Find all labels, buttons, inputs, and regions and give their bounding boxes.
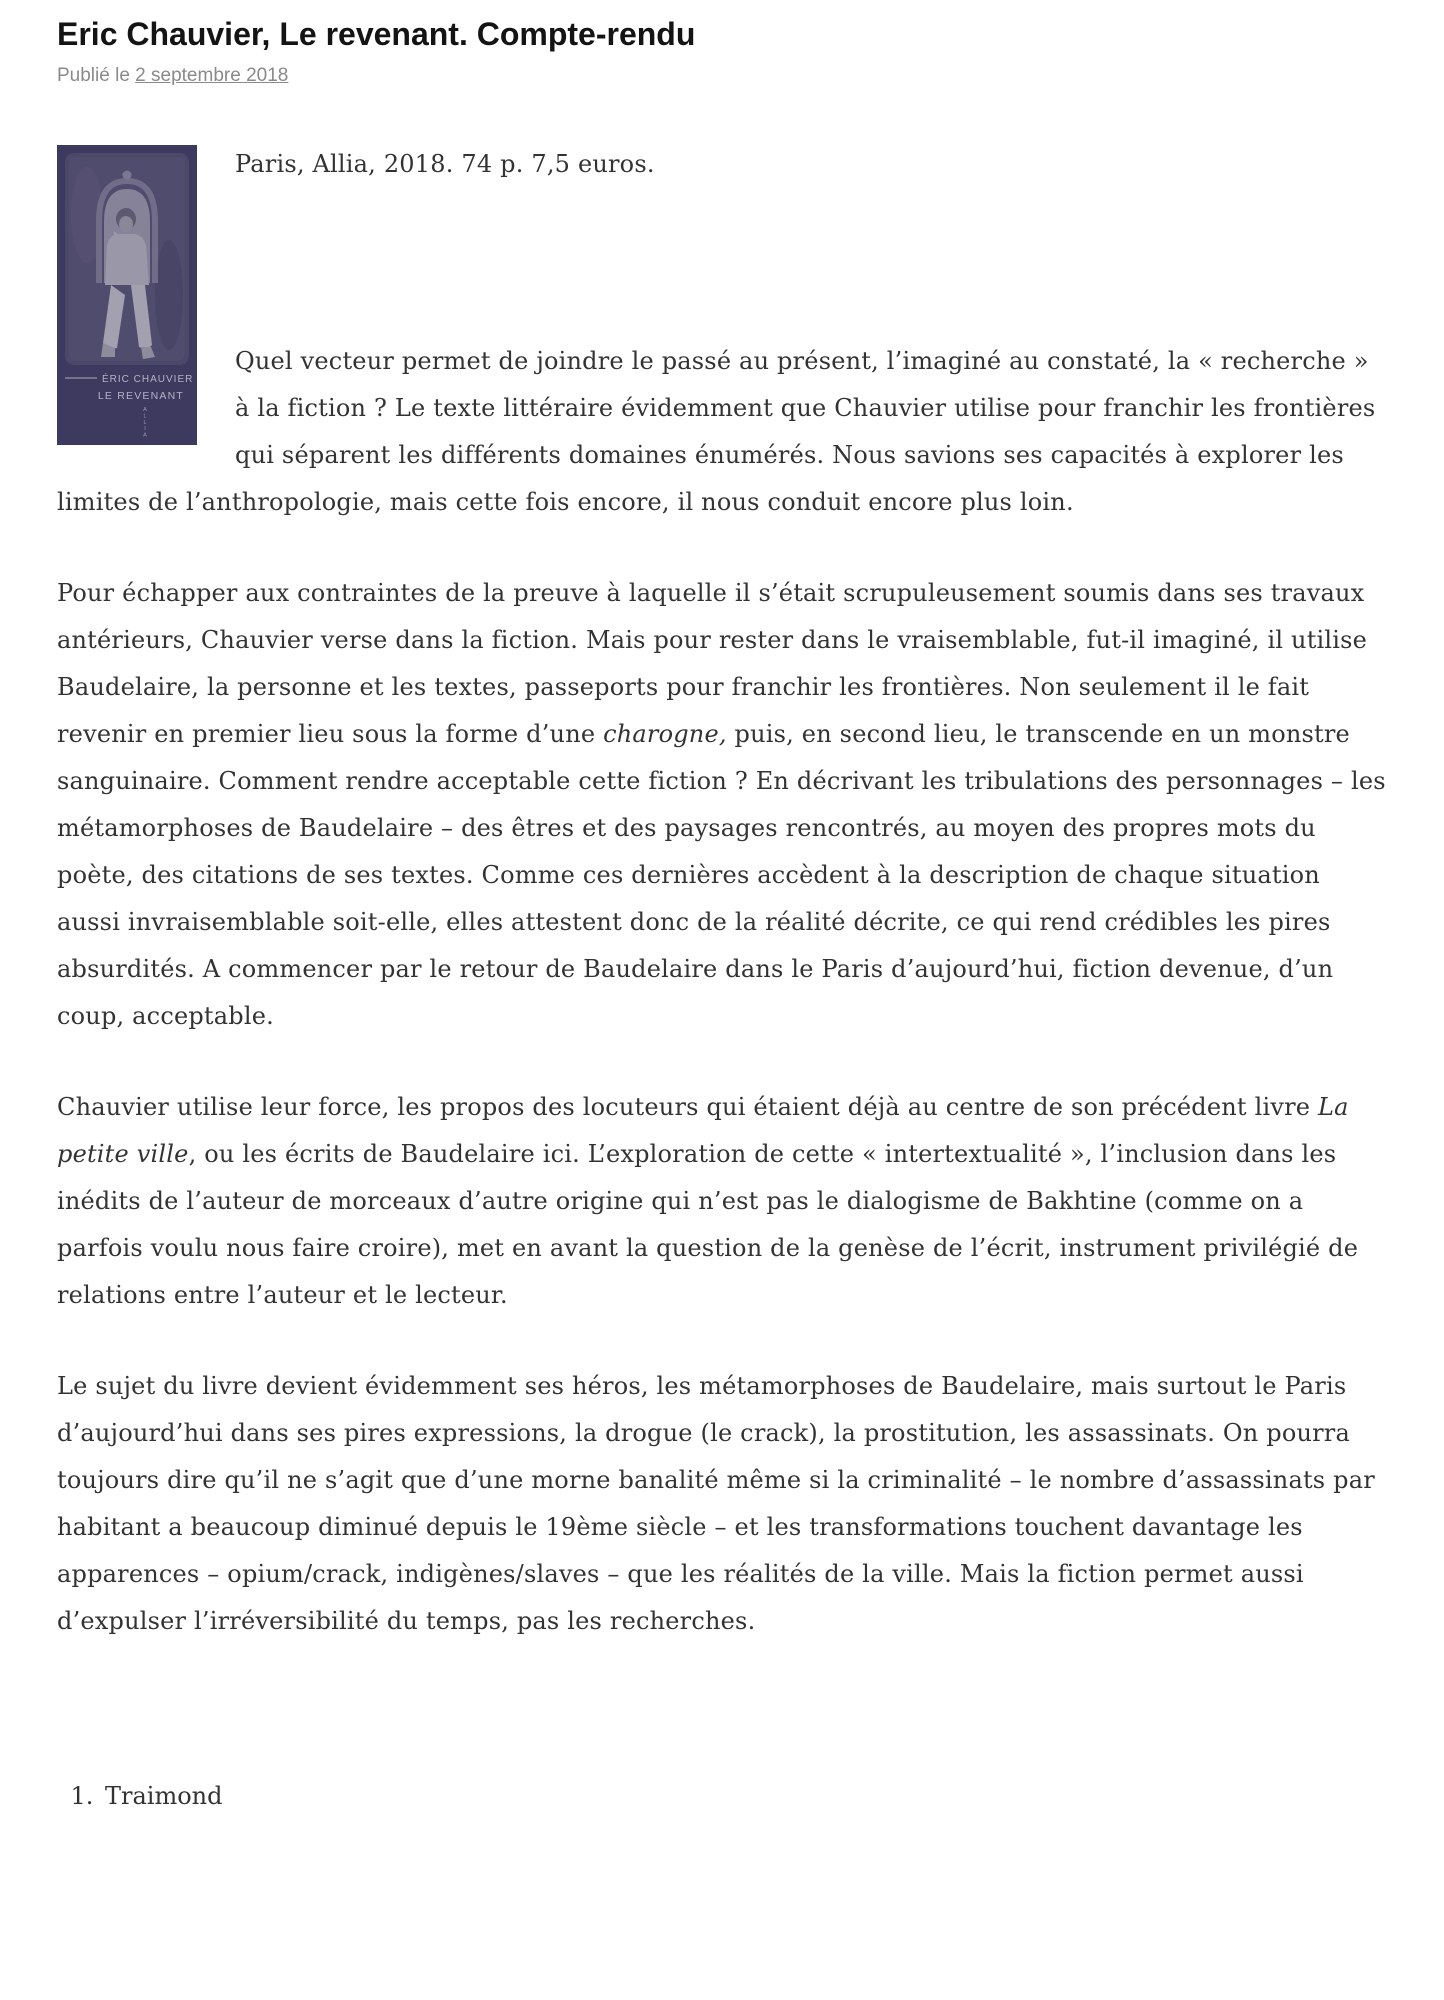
cover-publisher-vertical: A L L I A [143, 407, 147, 439]
published-label: Publié le [57, 65, 130, 86]
post-date-link[interactable]: 2 septembre 2018 [135, 65, 289, 86]
text-run: , ou les écrits de Baudelaire ici. L’exploration de cette « intertextualité », l’inclusion dans les inédits de l’auteur de morceaux d’autre origine qui n’est pas le dialogisme de Bakhtine (comme on a parfois voulu nous faire croire), met en avant la question de la genèse de l’écrit, instrument privilégié de relations entre l’auteur et le lecteur. [57, 1140, 1359, 1309]
page-title: Eric Chauvier, Le revenant. Compte-rendu [57, 16, 696, 52]
text-run: Paris, Allia, 2018. 74 p. 7,5 euros. [235, 150, 655, 178]
cover-author-text: ÉRIC CHAUVIER [102, 374, 194, 385]
book-cover [57, 145, 197, 445]
lead-paragraph [57, 141, 1388, 188]
book-cover-image [57, 145, 197, 445]
text-run: Pour échapper aux contraintes de la preuve à laquelle il s’était scrupuleusement soumis dans ses travaux antérieurs, Chauvier verse dans la fiction. Mais pour rester dans le vraisemblable, fut-il imaginé, il utilise Baudelaire, la personne et les textes, passeports pour franchir les frontières. Non seulement il le fait revenir en premier lieu sous la forme d’une [57, 579, 1368, 748]
article-body [57, 141, 1388, 1689]
text-run: puis, en second lieu, le transcende en un monstre sanguinaire. Comment rendre acceptable cette fiction ? En décrivant les tribulations des personnages – les métamorphoses de Baudelaire – des êtres et des paysages rencontrés, au moyen des propres mots du poète, des citations de ses textes. Comme ces dernières accèdent à la description de chaque situation aussi invraisemblable soit-elle, elles attestent donc de la réalité décrite, ce qui rend crédibles les pires absurdités. A commencer par le retour de Baudelaire dans le Paris d’aujourd’hui, fiction devenue, d’un coup, acceptable. [57, 720, 1386, 1030]
footnote-item: 1. Traimond [101, 1773, 1388, 1820]
paragraph [57, 338, 1388, 526]
chair-crest [123, 171, 132, 180]
italic-text-run: charogne, [603, 720, 727, 748]
footnotes-list [57, 1773, 1388, 1820]
post-meta [57, 63, 1388, 89]
paragraph [57, 570, 1388, 1040]
italic-text-run: La petite ville [57, 1093, 1349, 1168]
cover-title-text: LE REVENANT [97, 390, 184, 402]
paragraph [57, 1363, 1388, 1645]
text-run: Le sujet du livre devient évidemment ses héros, les métamorphoses de Baudelaire, mais surtout le Paris d’aujourd’hui dans ses pires expressions, la drogue (le crack), la prostitution, les assassinats. On pourra toujours dire qu’il ne s’agit que d’une morne banalité même si la criminalité – le nombre d’assassinats par habitant a beaucoup diminué depuis le 19ème siècle – et les transformations touchent davantage les apparences – opium/crack, indigènes/slaves – que les réalités de la ville. Mais la fiction permet aussi d’expulser l’irréversibilité du temps, pas les recherches. [57, 1372, 1375, 1635]
paragraph [57, 1084, 1388, 1319]
text-run: Quel vecteur permet de joindre le passé au présent, l’imaginé au constaté, la « recherche » à la fiction ? Le texte littéraire évidemment que Chauvier utilise pour franchir les frontières qui séparent les différents domaines énumérés. Nous savions ses capacités à explorer les limites de l’anthropologie, mais cette fois encore, il nous conduit encore plus loin. [57, 347, 1376, 516]
text-run: Chauvier utilise leur force, les propos des locuteurs qui étaient déjà au centre de son précédent livre [57, 1093, 1318, 1121]
